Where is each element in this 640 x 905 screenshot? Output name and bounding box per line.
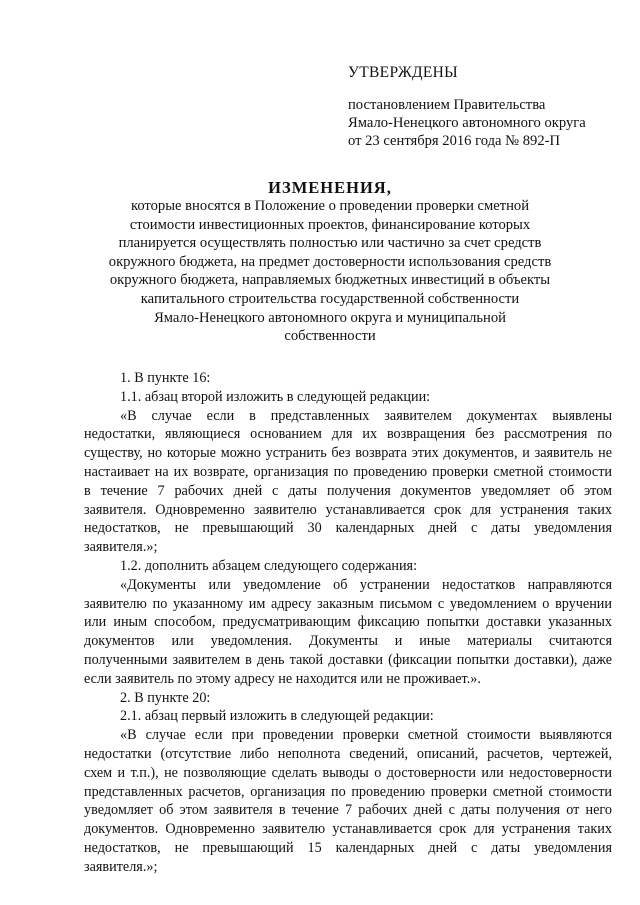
- paragraph-line: в течение 7 рабочих дней с даты получения документов уведомляет об этом: [84, 482, 612, 499]
- approval-line: постановлением Правительства: [348, 97, 546, 113]
- paragraph-line: заявителю по указанному им адресу заказным письмом с уведомлением о вручении: [84, 595, 612, 612]
- approval-line: от 23 сентября 2016 года № 892-П: [348, 133, 561, 149]
- paragraph-line: если заявитель по этому адресу не находится или не проживает.».: [84, 670, 481, 687]
- subtitle-line: планируется осуществлять полностью или частично за счет средств: [118, 235, 542, 252]
- approval-heading: УТВЕРЖДЕНЫ: [348, 64, 458, 81]
- paragraph-line: 1.1. абзац второй изложить в следующей редакции:: [120, 388, 431, 405]
- paragraph-line: документов или уведомления. Документы и иные материалы считаются: [84, 633, 612, 650]
- paragraph-line: представленных расчетов, организация по проведению проверки сметной стоимости: [84, 783, 612, 800]
- paragraph-line: недостатков, не превышающий 30 календарных дней с даты уведомления: [84, 520, 612, 537]
- subtitle-line: Ямало-Ненецкого автономного округа и муниципальной: [154, 309, 506, 326]
- section-heading: 1. В пункте 16:: [120, 370, 211, 386]
- paragraph-line: заявителя.»;: [84, 858, 158, 875]
- subtitle-line: окружного бюджета, направляемых бюджетных инвестиций в объекты: [109, 272, 551, 289]
- subtitle-line: стоимости инвестиционных проектов, финансирование которых: [129, 216, 531, 233]
- paragraph-line: схем и т.п.), не позволяющие сделать выводы о достоверности или недостоверности: [84, 764, 612, 781]
- approval-line: Ямало-Ненецкого автономного округа: [348, 115, 586, 131]
- paragraph-line: заявителя.»;: [84, 539, 158, 556]
- document-body: [84, 369, 612, 877]
- section-heading: 2. В пункте 20:: [120, 689, 211, 706]
- subtitle-line: окружного бюджета, на предмет достоверности использования средств: [108, 253, 552, 270]
- paragraph-line: уведомляет об этом заявителя в течение 7 рабочих дней с даты получения от него: [84, 802, 612, 819]
- approval-stamp: [348, 64, 618, 150]
- paragraph-line: «В случае если при проведении проверки сметной стоимости выявляются: [120, 727, 612, 744]
- document-subtitle: [80, 197, 580, 346]
- subtitle-line: собственности: [284, 328, 376, 345]
- paragraph-line: «В случае если в представленных заявителем документах выявлены: [120, 407, 612, 424]
- paragraph-line: или иным способом, предусматривающим фиксацию попытки доставки указанных: [84, 614, 612, 631]
- paragraph-line: 1.2. дополнить абзацем следующего содержания:: [120, 557, 418, 574]
- paragraph-line: недостатки (отсутствие либо неполнота сведений, описаний, расчетов, чертежей,: [84, 745, 612, 762]
- paragraph-line: недостатков, не превышающий 15 календарных дней с даты уведомления: [84, 839, 612, 856]
- paragraph-line: полученными заявителем в день такой доставки (фиксации попытки доставки), даже: [84, 651, 612, 668]
- subtitle-line: которые вносятся в Положение о проведении проверки сметной: [130, 198, 530, 214]
- paragraph-line: «Документы или уведомление об устранении недостатков направляются: [120, 576, 612, 593]
- document-title: ИЗМЕНЕНИЯ,: [268, 178, 392, 197]
- paragraph-line: существу, но которые можно устранить без возврата этих документов, и заявитель не: [84, 445, 612, 462]
- paragraph-line: 2.1. абзац первый изложить в следующей редакции:: [120, 708, 434, 725]
- subtitle-line: капитального строительства государственной собственности: [140, 290, 520, 307]
- paragraph-line: настаивает на их возврате, организация по проведению проверки сметной стоимости: [84, 463, 612, 480]
- paragraph-line: заявителя. Одновременно заявителю устанавливается срок для устранения таких: [84, 501, 612, 518]
- paragraph-line: недостатки, являющиеся основанием для их возвращения без рассмотрения по: [84, 426, 612, 443]
- paragraph-line: документов. Одновременно заявителю устанавливается срок для устранения таких: [84, 821, 612, 838]
